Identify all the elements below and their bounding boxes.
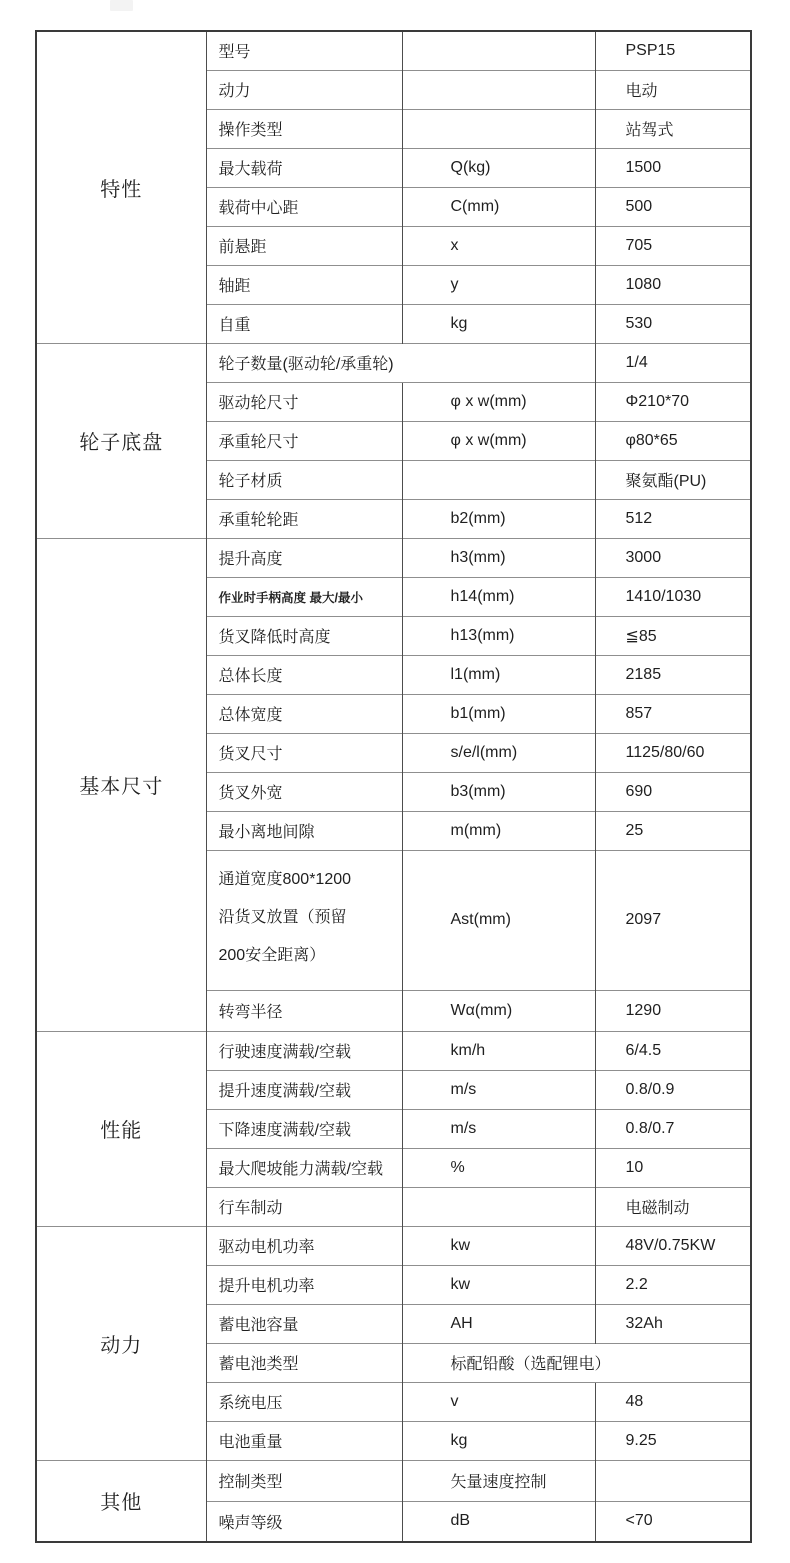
spec-label: 蓄电池类型 [206,1343,402,1382]
spec-symbol: x [402,226,595,265]
spec-value: 站驾式 [595,109,751,148]
table-row [36,31,751,70]
spec-symbol: v [402,1382,595,1421]
spec-value: 705 [595,226,751,265]
spec-label: 提升速度满载/空载 [206,1070,402,1109]
spec-symbol: kw [402,1226,595,1265]
spec-label: 提升高度 [206,538,402,577]
spec-label: 驱动电机功率 [206,1226,402,1265]
spec-value: 2097 [595,850,751,990]
spec-label: 驱动轮尺寸 [206,382,402,421]
spec-label: 承重轮尺寸 [206,421,402,460]
spec-symbol: m/s [402,1109,595,1148]
table-row [36,1031,751,1070]
spec-label-line: 通道宽度800*1200 [218,871,352,888]
table-row [36,1226,751,1265]
spec-symbol: C(mm) [402,187,595,226]
spec-label: 行车制动 [206,1187,402,1226]
spec-symbol: 矢量速度控制 [402,1460,595,1501]
spec-symbol: m/s [402,1070,595,1109]
spec-label: 操作类型 [206,109,402,148]
spec-symbol: m(mm) [402,811,595,850]
spec-value: φ80*65 [595,421,751,460]
spec-label: 电池重量 [206,1421,402,1460]
spec-value: 32Ah [595,1304,751,1343]
spec-label: 最大载荷 [206,148,402,187]
spec-label: 轮子数量(驱动轮/承重轮) [206,343,595,382]
spec-value: 48V/0.75KW [595,1226,751,1265]
spec-label: 动力 [206,70,402,109]
spec-value: 1125/80/60 [595,733,751,772]
spec-symbol [402,70,595,109]
section-label-performance: 性能 [36,1031,206,1226]
spec-label: 系统电压 [206,1382,402,1421]
spec-label [206,850,402,990]
spec-value: 1080 [595,265,751,304]
spec-label: 承重轮轮距 [206,499,402,538]
spec-value: 1/4 [595,343,751,382]
section-label-features: 特性 [36,31,206,343]
page-top-artifact [110,0,133,11]
spec-value: 电动 [595,70,751,109]
spec-label: 蓄电池容量 [206,1304,402,1343]
spec-symbol: kw [402,1265,595,1304]
spec-symbol: φ x w(mm) [402,382,595,421]
table-row [36,343,751,382]
spec-symbol: dB [402,1501,595,1542]
spec-value: Φ210*70 [595,382,751,421]
spec-value: 2185 [595,655,751,694]
spec-symbol: b3(mm) [402,772,595,811]
spec-label: 货叉外宽 [206,772,402,811]
spec-label: 总体宽度 [206,694,402,733]
spec-label: 总体长度 [206,655,402,694]
spec-symbol: s/e/l(mm) [402,733,595,772]
spec-value: 25 [595,811,751,850]
spec-label: 货叉尺寸 [206,733,402,772]
spec-value: 0.8/0.9 [595,1070,751,1109]
spec-value: 1290 [595,990,751,1031]
spec-symbol: Q(kg) [402,148,595,187]
spec-label: 前悬距 [206,226,402,265]
spec-value: 3000 [595,538,751,577]
specification-table [35,30,752,1543]
table-row [36,538,751,577]
spec-value: PSP15 [595,31,751,70]
spec-symbol: h3(mm) [402,538,595,577]
spec-value: 1410/1030 [595,577,751,616]
section-label-other: 其他 [36,1460,206,1542]
spec-value: <70 [595,1501,751,1542]
spec-value: 512 [595,499,751,538]
spec-label: 载荷中心距 [206,187,402,226]
spec-symbol: b1(mm) [402,694,595,733]
spec-symbol [402,109,595,148]
spec-symbol [402,31,595,70]
spec-label: 自重 [206,304,402,343]
section-label-power: 动力 [36,1226,206,1460]
spec-symbol: Ast(mm) [402,850,595,990]
spec-label: 轮子材质 [206,460,402,499]
table-row [36,1460,751,1501]
spec-symbol: b2(mm) [402,499,595,538]
spec-label: 控制类型 [206,1460,402,1501]
spec-symbol [402,460,595,499]
spec-symbol: km/h [402,1031,595,1070]
spec-symbol: l1(mm) [402,655,595,694]
spec-value: 聚氨酯(PU) [595,460,751,499]
spec-value: 530 [595,304,751,343]
spec-label: 型号 [206,31,402,70]
spec-label: 最大爬坡能力满载/空载 [206,1148,402,1187]
spec-label: 提升电机功率 [206,1265,402,1304]
spec-symbol: Wα(mm) [402,990,595,1031]
spec-symbol: AH [402,1304,595,1343]
spec-value: 10 [595,1148,751,1187]
spec-symbol: h14(mm) [402,577,595,616]
spec-label: 下降速度满载/空载 [206,1109,402,1148]
spec-value: 690 [595,772,751,811]
spec-label-line: 200安全距离） [218,947,326,964]
spec-label: 货叉降低时高度 [206,616,402,655]
spec-value: 9.25 [595,1421,751,1460]
spec-value: ≦85 [595,616,751,655]
spec-label: 噪声等级 [206,1501,402,1542]
spec-symbol: h13(mm) [402,616,595,655]
section-label-wheels-chassis: 轮子底盘 [36,343,206,538]
spec-value [595,1460,751,1501]
spec-value: 0.8/0.7 [595,1109,751,1148]
spec-value: 电磁制动 [595,1187,751,1226]
spec-label: 转弯半径 [206,990,402,1031]
spec-label: 行驶速度满载/空载 [206,1031,402,1070]
spec-value: 1500 [595,148,751,187]
spec-label: 轴距 [206,265,402,304]
spec-symbol: φ x w(mm) [402,421,595,460]
spec-symbol: 标配铅酸（选配锂电） [402,1343,751,1382]
spec-symbol: kg [402,1421,595,1460]
spec-label: 作业时手柄高度 最大/最小 [206,577,402,616]
section-label-basic-dimensions: 基本尺寸 [36,538,206,1031]
spec-symbol: % [402,1148,595,1187]
spec-symbol: y [402,265,595,304]
spec-value: 48 [595,1382,751,1421]
spec-label-line: 沿货叉放置（预留 [218,909,347,926]
spec-value: 2.2 [595,1265,751,1304]
spec-value: 857 [595,694,751,733]
spec-label: 最小离地间隙 [206,811,402,850]
spec-value: 6/4.5 [595,1031,751,1070]
spec-value: 500 [595,187,751,226]
spec-symbol [402,1187,595,1226]
spec-symbol: kg [402,304,595,343]
